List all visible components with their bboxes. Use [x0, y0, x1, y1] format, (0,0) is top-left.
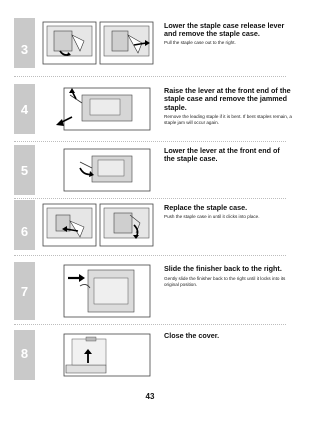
illustration-close-cover — [42, 333, 154, 377]
step-number: 6 — [20, 224, 29, 239]
illustration-lower-lever — [42, 148, 154, 192]
illustration-raise-lever — [42, 87, 154, 131]
illustration-replace-staple-case — [42, 203, 154, 247]
step-description: Gently slide the finisher back to the right until it locks into its original position. — [164, 276, 286, 287]
step-number: 5 — [20, 163, 29, 178]
step-title: Slide the finisher back to the right. — [164, 264, 282, 273]
step-3 — [14, 18, 286, 68]
divider — [14, 141, 286, 142]
step-title: Lower the lever at the front end of the staple case. — [164, 146, 280, 164]
step-7 — [14, 262, 286, 320]
step-title: Replace the staple case. — [164, 203, 248, 212]
divider — [14, 198, 286, 199]
page-number: 43 — [145, 392, 155, 401]
step-description: Pull the staple case out to the right. — [164, 40, 236, 45]
step-6 — [14, 200, 286, 250]
step-4 — [14, 84, 292, 134]
step-title: Lower the staple case release lever and remove the staple case. — [164, 21, 285, 39]
step-number: 3 — [20, 42, 29, 57]
step-number: 4 — [20, 102, 29, 117]
step-description: Remove the leading staple if it is bent. If bent staples remain, a staple jam will occur again. — [164, 114, 292, 125]
step-number: 7 — [20, 284, 29, 299]
divider — [14, 76, 286, 77]
illustration-remove-staple-case — [42, 21, 154, 65]
step-title: Close the cover. — [164, 331, 220, 340]
step-number: 8 — [20, 346, 29, 361]
step-description: Push the staple case in until it clicks into place. — [164, 214, 260, 219]
divider — [14, 324, 286, 325]
step-8 — [14, 330, 286, 380]
step-title: Raise the lever at the front end of the staple case and remove the jammed staple. — [164, 86, 291, 112]
step-5 — [14, 145, 286, 195]
illustration-slide-finisher — [42, 264, 154, 318]
divider — [14, 255, 286, 256]
